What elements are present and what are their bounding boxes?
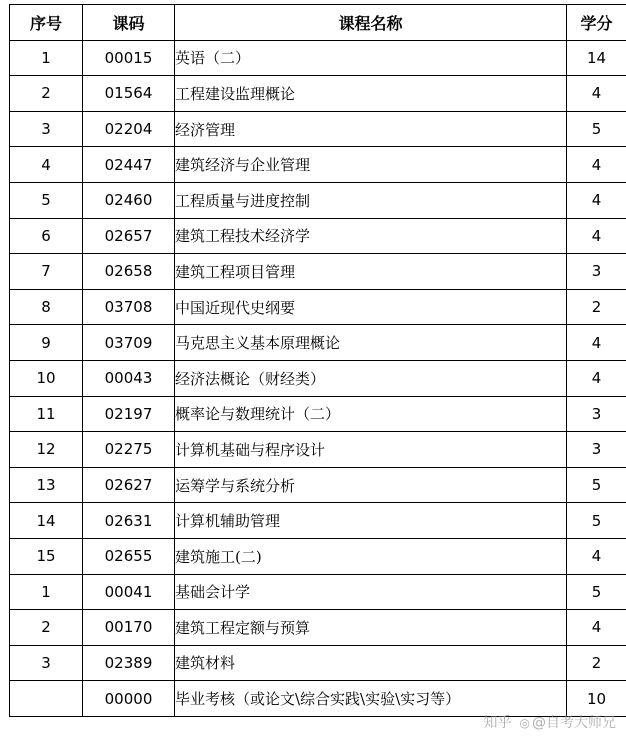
cell-seq: 2 [10,610,83,646]
table-row [10,182,626,218]
cell-credit: 2 [567,289,626,325]
cell-seq [10,681,83,717]
table-row [10,396,626,432]
table-row [10,254,626,290]
table-row [10,218,626,254]
cell-code: 02460 [83,182,175,218]
cell-course-name: 英语（二） [175,40,567,76]
cell-course-name: 计算机辅助管理 [175,503,567,539]
cell-course-name: 中国近现代史纲要 [175,289,567,325]
cell-code: 00015 [83,40,175,76]
cell-seq: 10 [10,360,83,396]
course-table [9,4,626,717]
cell-seq: 11 [10,396,83,432]
table-row [10,467,626,503]
cell-seq: 2 [10,76,83,112]
cell-credit: 4 [567,218,626,254]
cell-credit: 4 [567,76,626,112]
cell-credit: 4 [567,360,626,396]
table-row [10,360,626,396]
cell-seq: 8 [10,289,83,325]
cell-code: 02657 [83,218,175,254]
cell-seq: 4 [10,147,83,183]
watermark-author: @自考大师兄 [532,715,616,731]
cell-code: 02389 [83,645,175,681]
cell-credit: 4 [567,610,626,646]
cell-seq: 12 [10,432,83,468]
cell-course-name: 概率论与数理统计（二） [175,396,567,432]
cell-credit: 4 [567,182,626,218]
cell-credit: 5 [567,503,626,539]
cell-seq: 3 [10,111,83,147]
cell-code: 00000 [83,681,175,717]
cell-code: 02658 [83,254,175,290]
table-row [10,111,626,147]
cell-seq: 3 [10,645,83,681]
watermark-site: 知乎 [483,715,512,731]
cell-code: 00043 [83,360,175,396]
cell-credit: 4 [567,325,626,361]
cell-course-name: 建筑工程定额与预算 [175,610,567,646]
header-code: 课码 [83,5,175,41]
cell-course-name: 建筑工程项目管理 [175,254,567,290]
cell-course-name: 基础会计学 [175,574,567,610]
cell-seq: 5 [10,182,83,218]
cell-course-name: 运筹学与系统分析 [175,467,567,503]
cell-credit: 2 [567,645,626,681]
cell-seq: 13 [10,467,83,503]
cell-seq: 1 [10,574,83,610]
cell-seq: 14 [10,503,83,539]
cell-credit: 14 [567,40,626,76]
cell-course-name: 建筑工程技术经济学 [175,218,567,254]
cell-code: 02275 [83,432,175,468]
cell-code: 03708 [83,289,175,325]
header-credit: 学分 [567,5,626,41]
cell-code: 02627 [83,467,175,503]
cell-credit: 3 [567,396,626,432]
cell-seq: 1 [10,40,83,76]
table-row [10,40,626,76]
cell-seq: 7 [10,254,83,290]
cell-code: 03709 [83,325,175,361]
table-row [10,289,626,325]
cell-seq: 6 [10,218,83,254]
cell-credit: 5 [567,574,626,610]
cell-course-name: 计算机基础与程序设计 [175,432,567,468]
cell-seq: 15 [10,538,83,574]
cell-course-name: 马克思主义基本原理概论 [175,325,567,361]
cell-credit: 5 [567,111,626,147]
cell-code: 02447 [83,147,175,183]
table-row [10,538,626,574]
cell-credit: 5 [567,467,626,503]
header-row [10,5,626,41]
cell-code: 02631 [83,503,175,539]
table-row [10,681,626,717]
table-row [10,503,626,539]
cell-code: 00170 [83,610,175,646]
cell-credit: 10 [567,681,626,717]
table-row [10,432,626,468]
table-row [10,574,626,610]
cell-course-name: 经济管理 [175,111,567,147]
cell-code: 01564 [83,76,175,112]
cell-credit: 3 [567,254,626,290]
cell-code: 00041 [83,574,175,610]
cell-course-name: 建筑施工(二) [175,538,567,574]
cell-course-name: 毕业考核（或论文\综合实践\实验\实习等） [175,681,567,717]
cell-course-name: 工程质量与进度控制 [175,182,567,218]
cell-course-name: 工程建设监理概论 [175,76,567,112]
cell-code: 02204 [83,111,175,147]
zhihu-icon: ◎ [519,716,530,730]
cell-code: 02197 [83,396,175,432]
header-name: 课程名称 [175,5,567,41]
header-seq: 序号 [10,5,83,41]
cell-code: 02655 [83,538,175,574]
table-row [10,76,626,112]
table-row [10,645,626,681]
table-row [10,325,626,361]
cell-course-name: 建筑经济与企业管理 [175,147,567,183]
table-row [10,610,626,646]
cell-course-name: 经济法概论（财经类） [175,360,567,396]
cell-seq: 9 [10,325,83,361]
cell-course-name: 建筑材料 [175,645,567,681]
cell-credit: 4 [567,538,626,574]
table-row [10,147,626,183]
cell-credit: 3 [567,432,626,468]
cell-credit: 4 [567,147,626,183]
